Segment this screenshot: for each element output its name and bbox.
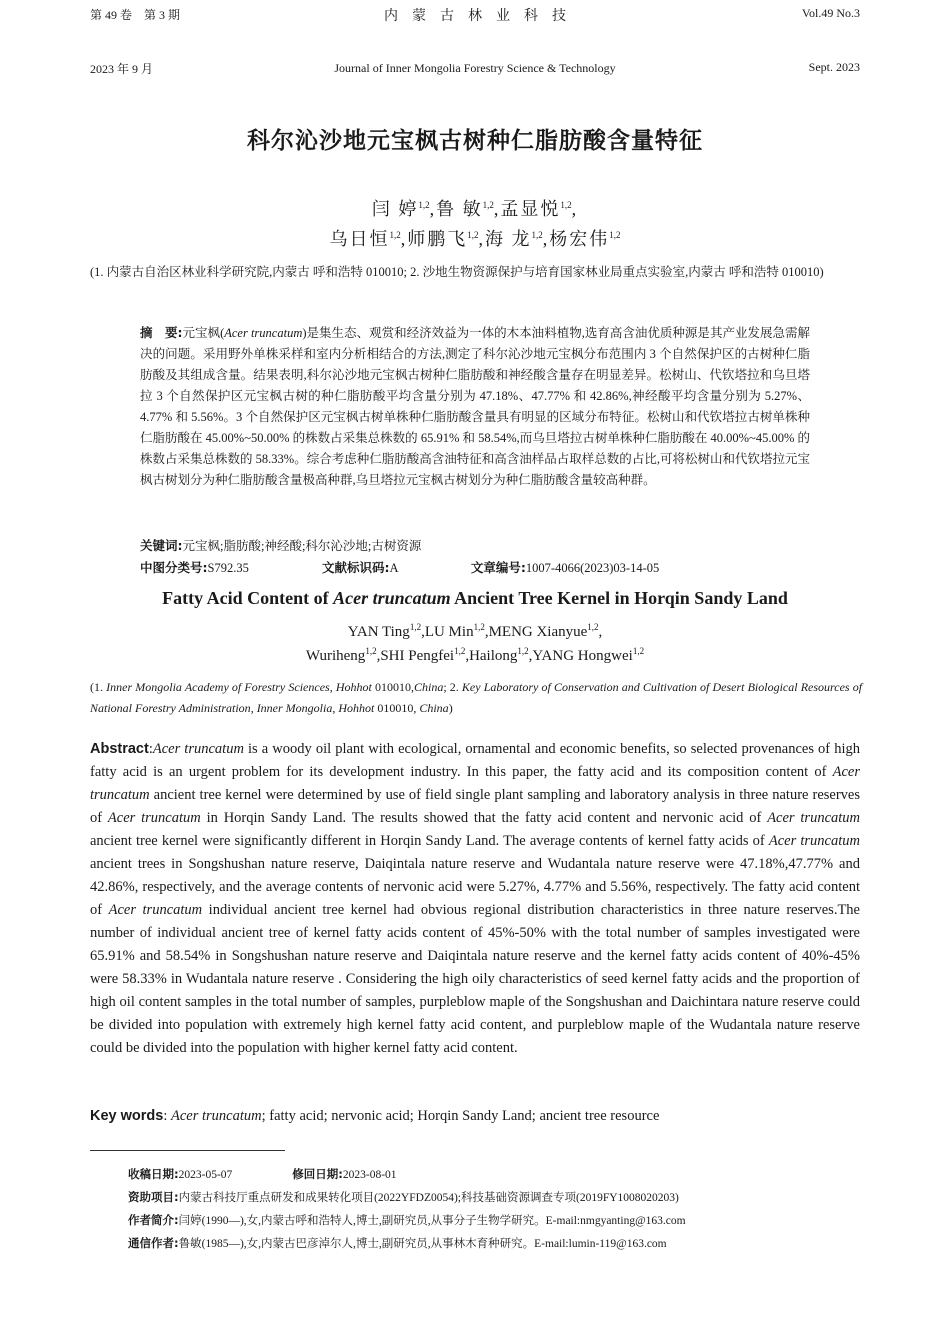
author-name: Wuriheng xyxy=(305,648,366,664)
keywords-cn-label: 关键词: xyxy=(140,538,183,553)
date-cn: 2023 年 9 月 xyxy=(90,62,154,76)
italic-term: Acer truncatum xyxy=(224,326,303,340)
footnote-author xyxy=(128,1209,828,1234)
author-name: ,Hailong xyxy=(465,648,518,664)
footnote-fund xyxy=(128,1186,828,1211)
text-segment: , xyxy=(329,680,336,694)
title-en-part: Ancient Tree Kernel in Horqin Sandy Land xyxy=(450,588,788,608)
author-affiliation-mark: 1,2 xyxy=(560,200,572,210)
text-segment: ancient trees in Songshushan nature reserve, Daiqintala nature reserve and Wudantala nature reserve were 47.18%,47.77% and 42.86%, respectively, and the average contents of nervonic acid were 5.27%, 4.77% and 5.56%, respectively. The fatty acid content of xyxy=(90,856,860,918)
text-segment: ancient tree kernel were determined by use of field single plant sampling and laboratory analysis in three nature reserves of xyxy=(90,787,860,826)
author-name: , xyxy=(571,199,579,219)
footnote-corresponding xyxy=(128,1232,828,1257)
fund-text: 内蒙古科技厅重点研发和成果转化项目(2022YFDZ0054);科技基础资源调查专项(2019FY1008020203) xyxy=(178,1192,679,1204)
journal-cn: 内 蒙 古 林 业 科 技 xyxy=(384,9,566,24)
corresponding-text: 鲁敏(1985—),女,内蒙古巴彦淖尔人,博士,副研究员,从事林木育种研究。E-mail:lumin-119@163.com xyxy=(178,1238,667,1250)
italic-term: Acer truncatum xyxy=(768,833,860,849)
affiliation-en xyxy=(90,677,862,719)
text-segment: , xyxy=(250,701,257,715)
text-segment: : xyxy=(163,1108,171,1124)
text-segment: is a woody oil plant with ecological, ornamental and economic benefits, so selected provenances of high fatty acid is an urgent problem for its development industry. In this paper, the fatty acid and its composition content of xyxy=(90,741,860,780)
revised-label: 修回日期: xyxy=(292,1167,343,1181)
text-segment: 010010, xyxy=(371,680,414,694)
title-en-species: Acer truncatum xyxy=(333,588,451,608)
title-en-part: Fatty Acid Content of xyxy=(162,588,334,608)
text-segment: )是集生态、观赏和经济效益为一体的木本油料植物,选育高含油优质种源是其产业发展急需解决的问题。采用野外单株采样和室内分析相结合的方法,测定了科尔沁沙地元宝枫分布范围内 3 个自然保护区的古树种仁脂肪酸及其组成含量。结果表明,科尔沁沙地元宝枫古树种仁脂肪酸和神经酸含量存在明显差异。松树山、代钦塔拉和乌旦塔拉 3 个自然保护区元宝枫古树的种仁脂肪酸平均含量分别为 47.18%、47.77% 和 42.86%,神经酸平均含量分别为 5.27%、4.77% 和 5.56%。3 个自然保护区元宝枫古树单株种仁脂肪酸含量具有明显的区域分布特征。松树山和代钦塔拉古树单株种仁脂肪酸在 45.00%~50.00% 的株数占采集总株数的 65.91% 和 58.54%,而乌旦塔拉古树单株种仁脂肪酸在 40.00%~45.00% 的株数占采集总株数的 58.33%。综合考虑种仁脂肪酸高含油特征和高含油样品占取样总数的占比,可将松树山和代钦塔拉元宝枫古树划分为种仁脂肪酸含量极高种群,乌旦塔拉元宝枫古树划分为种仁脂肪酸含量较高种群。 xyxy=(140,326,811,487)
text-segment: individual ancient tree kernel had obvious regional distribution characteristics in three nature reserves.The number of individual ancient tree of kernel fatty acids content of 45%-50% with the total number of samples investigated were 65.91% and 58.54% in Songshushan nature reserve and Daiqintala nature reserve and the kernel fatty acids content of 40%-45% were 58.33% in Wudantala nature reserve . Considering the high oily characteristics of seed kernel fatty acids and the proportion of high oil content samples in the total number of samples, purpleblow maple of the Songshushan and Daichintara nature reserve could be divided into population with extremely high kernel fatty acid content, and purpleblow maple of the Wudantala nature reserve could be divided into the population with higher kernel fatty acid content. xyxy=(90,902,860,1056)
author-name: ,LU Min xyxy=(421,624,474,640)
article-no-value: 1007-4066(2023)03-14-05 xyxy=(525,561,660,575)
journal-en: Journal of Inner Mongolia Forestry Science & Technology xyxy=(334,61,616,75)
revised-date: 2023-08-01 xyxy=(342,1169,397,1181)
text-segment: ; fatty acid; nervonic acid; Horqin Sandy Land; ancient tree resource xyxy=(261,1108,660,1124)
author-name: ,SHI Pengfei xyxy=(376,648,455,664)
italic-term: China xyxy=(419,701,449,715)
date-en: Sept. 2023 xyxy=(808,60,860,74)
author-name: , xyxy=(598,624,603,640)
doc-code-value: A xyxy=(389,561,398,575)
author-affiliation-mark: 1,2 xyxy=(409,622,422,632)
italic-term: Key Laboratory of Conservation and Cultivation of Desert Biological Resources of National Forestry Administration xyxy=(90,680,863,715)
fund-label: 资助项目: xyxy=(128,1190,179,1204)
author-name: ,海 龙 xyxy=(478,229,532,249)
author-affiliation-mark: 1,2 xyxy=(531,230,543,240)
text-segment: , xyxy=(332,701,339,715)
text-segment: : xyxy=(148,741,153,757)
doc-code-label: 文献标识码: xyxy=(321,560,390,575)
abstract-cn xyxy=(140,322,810,491)
italic-term: Acer truncatum xyxy=(767,810,861,826)
keywords-en-label: Key words xyxy=(90,1108,164,1124)
text-segment: 010010, xyxy=(374,701,420,715)
author-affiliation-mark: 1,2 xyxy=(473,622,485,632)
author-name: ,MENG Xianyue xyxy=(484,624,588,640)
title-cn: 科尔沁沙地元宝枫古树种仁脂肪酸含量特征 xyxy=(247,128,703,154)
title-en xyxy=(0,588,950,609)
article-no-label: 文章编号: xyxy=(470,560,526,575)
author-bio-text: 闫婷(1990—),女,内蒙古呼和浩特人,博士,副研究员,从事分子生物学研究。E-mail:nmgyanting@163.com xyxy=(178,1215,686,1227)
italic-term: Acer truncatum xyxy=(152,741,244,757)
authors-en-line1 xyxy=(0,622,950,641)
author-affiliation-mark: 1,2 xyxy=(418,200,430,210)
author-affiliation-mark: 1,2 xyxy=(632,646,645,656)
affiliation-cn: (1. 内蒙古自治区林业科学研究院,内蒙古 呼和浩特 010010; 2. 沙地生物资源保护与培育国家林业局重点实验室,内蒙古 呼和浩特 010010) xyxy=(90,265,824,279)
text-segment: (1. xyxy=(90,680,107,694)
received-date: 2023-05-07 xyxy=(178,1169,233,1181)
footnote-dates xyxy=(128,1163,828,1188)
authors-cn-line2 xyxy=(0,225,950,251)
italic-term: Hohhot xyxy=(335,680,372,694)
abstract-cn-text xyxy=(140,326,810,487)
author-name: ,杨宏伟 xyxy=(542,229,610,249)
keywords-cn xyxy=(140,535,810,557)
clc-label: 中图分类号: xyxy=(140,560,208,575)
author-name: ,孟显悦 xyxy=(493,199,561,219)
author-name: ,鲁 敏 xyxy=(429,199,483,219)
abstract-en xyxy=(90,738,860,1060)
text-segment: ) xyxy=(448,701,453,715)
abstract-cn-label: 摘 要: xyxy=(140,325,183,340)
author-affiliation-mark: 1,2 xyxy=(482,200,494,210)
italic-term: Acer truncatum xyxy=(90,764,860,803)
author-name: ,YANG Hongwei xyxy=(528,648,633,664)
keywords-cn-text: 元宝枫;脂肪酸;神经酸;科尔沁沙地;古树资源 xyxy=(182,539,422,553)
author-name: YAN Ting xyxy=(347,624,410,640)
author-name: 闫 婷 xyxy=(371,199,419,219)
author-name: ,师鹏飞 xyxy=(400,229,468,249)
italic-term: China xyxy=(413,680,444,694)
author-affiliation-mark: 1,2 xyxy=(389,230,401,240)
classification xyxy=(140,557,810,579)
keywords-en xyxy=(90,1105,860,1128)
issue-cn: 第 49 卷 第 3 期 xyxy=(90,8,181,22)
authors-en-line2 xyxy=(0,646,950,665)
text-segment: ancient tree kernel were significantly different in Horqin Sandy Land. The average contents of kernel fatty acids of xyxy=(90,833,769,849)
italic-term: Acer truncatum xyxy=(171,1108,262,1124)
author-affiliation-mark: 1,2 xyxy=(609,230,621,240)
abstract-en-text xyxy=(90,741,860,1056)
keywords-en-text xyxy=(163,1108,659,1124)
italic-term: Acer truncatum xyxy=(107,810,201,826)
author-affiliation-mark: 1,2 xyxy=(517,646,529,656)
abstract-en-label: Abstract xyxy=(90,741,149,757)
author-bio-label: 作者简介: xyxy=(128,1213,179,1227)
italic-term: Inner Mongolia Academy of Forestry Sciences xyxy=(106,680,330,694)
footnote-divider xyxy=(90,1150,285,1151)
italic-term: Acer truncatum xyxy=(108,902,203,918)
corresponding-label: 通信作者: xyxy=(128,1236,179,1250)
clc-value: S792.35 xyxy=(207,561,249,575)
text-segment: in Horqin Sandy Land. The results showed that the fatty acid content and nervonic acid of xyxy=(200,810,768,826)
italic-term: Hohhot xyxy=(338,701,375,715)
text-segment: ; 2. xyxy=(443,680,462,694)
author-affiliation-mark: 1,2 xyxy=(467,230,479,240)
author-affiliation-mark: 1,2 xyxy=(454,646,466,656)
received-label: 收稿日期: xyxy=(128,1167,179,1181)
author-affiliation-mark: 1,2 xyxy=(587,622,599,632)
volume-en: Vol.49 No.3 xyxy=(801,6,860,20)
text-segment: 元宝枫( xyxy=(182,326,225,340)
author-affiliation-mark: 1,2 xyxy=(365,646,377,656)
authors-cn-line1 xyxy=(0,195,950,221)
italic-term: Inner Mongolia xyxy=(256,701,333,715)
author-name: 乌日恒 xyxy=(329,229,390,249)
